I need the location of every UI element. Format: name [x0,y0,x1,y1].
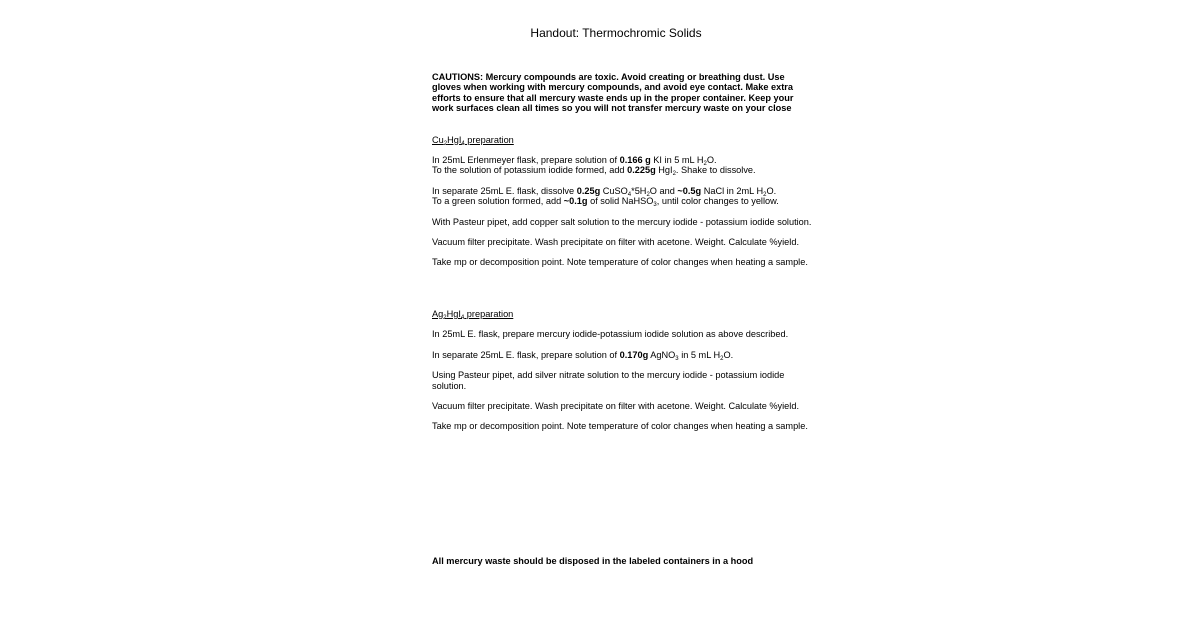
caution-paragraph: CAUTIONS: Mercury compounds are toxic. Avoid creating or breathing dust. Use gloves when working with mercury compounds, and avoid eye contact. Make extra efforts to ensure that all mercury waste ends up in the proper container. Keep your work surfaces clean all times so you will not transfer mercury waste on your close [432,72,794,114]
cu-step-1: In 25mL Erlenmeyer flask, prepare solution of 0.166 g KI in 5 mL $H_2O$. To the solution of potassium iodide formed, add 0.225g HgI$_2$. Shake to dissolve. [432,155,756,178]
waste-disposal-note: All mercury waste should be disposed in the labeled containers in a hood [432,556,754,566]
cu-step-2: In separate 25mL E. flask, dissolve 0.25g $CuSO_4*5H_2O$ and ~0.5g NaCl in 2mL $H_2O$. To a green solution formed, add ~0.1g of solid NaHSO$_3$, until color changes to yellow. [432,185,779,209]
handout-body [432,72,812,432]
ag-step-5: Take mp or decomposition point. Note temperature of color changes when heating a sample. [432,421,808,432]
ag-section-title: $Ag_2HgI_4$ preparation [432,308,514,321]
cu-step-3: With Pasteur pipet, add copper salt solution to the mercury iodide - potassium iodide solution. [432,216,812,227]
ag-step-1: In 25mL E. flask, prepare mercury iodide-potassium iodide solution as above described. [432,329,789,340]
ag-step-3: Using Pasteur pipet, add silver nitrate solution to the mercury iodide - potassium iodide solution. [432,370,785,391]
cu-step-5: Take mp or decomposition point. Note temperature of color changes when heating a sample. [432,257,808,268]
ag-step-4: Vacuum filter precipitate. Wash precipitate on filter with acetone. Weight. Calculate %yield. [432,400,799,411]
ag-step-2: In separate 25mL E. flask, prepare solution of 0.170g AgNO$_3$ in 5 mL $H_2O$. [432,349,734,362]
cu-step-4: Vacuum filter precipitate. Wash precipitate on filter with acetone. Weight. Calculate %yield. [432,237,799,248]
cu-section-title: $Cu_2HgI_4$ preparation [432,134,514,147]
handout-title: Handout: Thermochromic Solids [530,26,702,40]
